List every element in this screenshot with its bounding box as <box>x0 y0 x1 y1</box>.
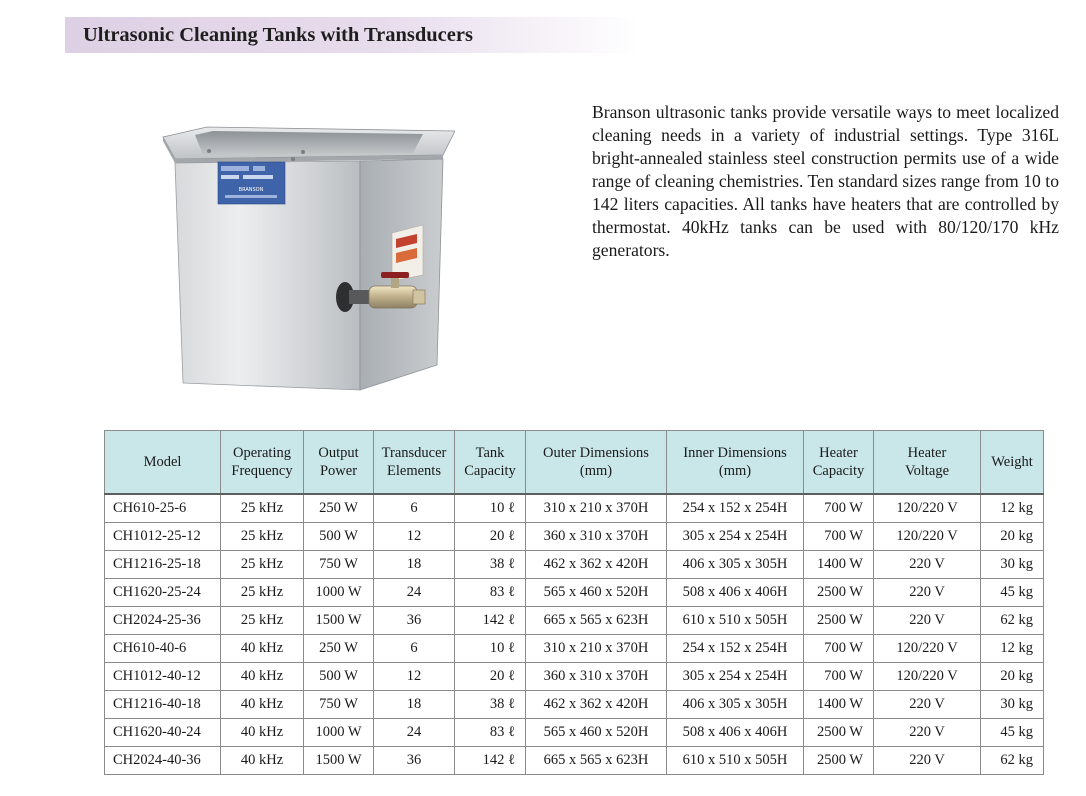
table-cell: CH2024-40-36 <box>105 747 221 775</box>
column-header <box>105 431 221 495</box>
column-header <box>304 431 374 495</box>
table-cell: 462 x 362 x 420H <box>526 691 667 719</box>
column-header-line2: (mm) <box>579 463 613 479</box>
table-cell: 40 kHz <box>221 719 304 747</box>
table-cell: 500 W <box>304 663 374 691</box>
table-cell: 665 x 565 x 623H <box>526 747 667 775</box>
column-header-line2: Frequency <box>231 463 293 479</box>
table-cell: 508 x 406 x 406H <box>667 719 804 747</box>
column-header-line2: Power <box>319 463 358 479</box>
table-row <box>105 747 1044 775</box>
table-cell: 25 kHz <box>221 551 304 579</box>
table-cell: 1400 W <box>804 551 874 579</box>
table-cell: 38 ℓ <box>455 551 526 579</box>
table-cell: 250 W <box>304 635 374 663</box>
column-header-line2: (mm) <box>718 463 752 479</box>
table-cell: 220 V <box>874 747 981 775</box>
table-cell: 18 <box>374 691 455 719</box>
page-title: Ultrasonic Cleaning Tanks with Transducers <box>83 24 473 46</box>
table-cell: 700 W <box>804 663 874 691</box>
table-cell: CH1620-40-24 <box>105 719 221 747</box>
table-cell: 700 W <box>804 523 874 551</box>
column-header <box>874 431 981 495</box>
column-header <box>221 431 304 495</box>
table-cell: 360 x 310 x 370H <box>526 663 667 691</box>
table-cell: CH1216-25-18 <box>105 551 221 579</box>
table-cell: 25 kHz <box>221 607 304 635</box>
table-cell: 610 x 510 x 505H <box>667 747 804 775</box>
table-cell: 750 W <box>304 551 374 579</box>
column-header <box>804 431 874 495</box>
table-cell: 83 ℓ <box>455 579 526 607</box>
column-header <box>667 431 804 495</box>
table-cell: CH610-25-6 <box>105 494 221 523</box>
column-header <box>455 431 526 495</box>
table-cell: 142 ℓ <box>455 747 526 775</box>
table-row <box>105 494 1044 523</box>
table-cell: 38 ℓ <box>455 691 526 719</box>
table-cell: 24 <box>374 719 455 747</box>
table-cell: CH1620-25-24 <box>105 579 221 607</box>
table-cell: 2500 W <box>804 579 874 607</box>
table-cell: CH1012-40-12 <box>105 663 221 691</box>
table-cell: 2500 W <box>804 747 874 775</box>
table-cell: 83 ℓ <box>455 719 526 747</box>
table-row <box>105 663 1044 691</box>
table-cell: 20 kg <box>981 523 1044 551</box>
table-cell: 220 V <box>874 719 981 747</box>
column-header <box>526 431 667 495</box>
table-cell: 25 kHz <box>221 494 304 523</box>
table-cell: 18 <box>374 551 455 579</box>
table-cell: 30 kg <box>981 551 1044 579</box>
table-cell: 40 kHz <box>221 691 304 719</box>
column-header-line1: Operating <box>233 445 291 461</box>
table-cell: 120/220 V <box>874 663 981 691</box>
column-header-line1: Output <box>318 445 359 461</box>
table-cell: CH2024-25-36 <box>105 607 221 635</box>
column-header-line2: Elements <box>387 463 441 479</box>
table-cell: 10 ℓ <box>455 635 526 663</box>
table-cell: 750 W <box>304 691 374 719</box>
table-cell: 36 <box>374 747 455 775</box>
table-row <box>105 719 1044 747</box>
table-row <box>105 579 1044 607</box>
table-cell: 25 kHz <box>221 523 304 551</box>
table-row <box>105 635 1044 663</box>
table-cell: 250 W <box>304 494 374 523</box>
table-cell: 305 x 254 x 254H <box>667 523 804 551</box>
table-cell: 120/220 V <box>874 523 981 551</box>
table-cell: CH1216-40-18 <box>105 691 221 719</box>
column-header-line2: Voltage <box>904 463 950 479</box>
table-cell: 1400 W <box>804 691 874 719</box>
table-cell: 508 x 406 x 406H <box>667 579 804 607</box>
table-cell: 62 kg <box>981 747 1044 775</box>
table-cell: 565 x 460 x 520H <box>526 579 667 607</box>
table-cell: 254 x 152 x 254H <box>667 635 804 663</box>
column-header-line1: Inner Dimensions <box>683 445 787 461</box>
table-cell: 120/220 V <box>874 635 981 663</box>
table-cell: 30 kg <box>981 691 1044 719</box>
ultrasonic-tank-photo <box>155 125 455 405</box>
table-cell: 220 V <box>874 579 981 607</box>
table-cell: 406 x 305 x 305H <box>667 691 804 719</box>
table-cell: 12 <box>374 663 455 691</box>
table-cell: 20 kg <box>981 663 1044 691</box>
table-cell: 25 kHz <box>221 579 304 607</box>
table-cell: 40 kHz <box>221 663 304 691</box>
table-cell: 20 ℓ <box>455 523 526 551</box>
table-cell: 36 <box>374 607 455 635</box>
table-cell: 254 x 152 x 254H <box>667 494 804 523</box>
column-header-line1: Outer Dimensions <box>543 445 649 461</box>
table-cell: 45 kg <box>981 719 1044 747</box>
title-bar <box>65 17 640 53</box>
table-cell: 1000 W <box>304 719 374 747</box>
table-row <box>105 607 1044 635</box>
table-cell: 10 ℓ <box>455 494 526 523</box>
table-cell: 700 W <box>804 494 874 523</box>
table-cell: 12 kg <box>981 635 1044 663</box>
column-header-line1: Tank <box>475 445 505 461</box>
table-cell: 120/220 V <box>874 494 981 523</box>
table-cell: 700 W <box>804 635 874 663</box>
column-header-line1: Heater <box>819 445 858 461</box>
column-header-line1: Heater <box>907 445 947 461</box>
specifications-table <box>104 430 1044 775</box>
table-cell: 310 x 210 x 370H <box>526 494 667 523</box>
column-header-line1: Weight <box>991 454 1033 470</box>
table-cell: 305 x 254 x 254H <box>667 663 804 691</box>
table-cell: 220 V <box>874 691 981 719</box>
column-header-line2: Capacity <box>464 463 516 479</box>
table-cell: 220 V <box>874 551 981 579</box>
table-cell: 665 x 565 x 623H <box>526 607 667 635</box>
description-paragraph: Branson ultrasonic tanks provide versatile ways to meet localized cleaning needs in a variety of industrial settings. Type 316L bright-annealed stainless steel construction permits use of a wide range of cleaning chemistries. Ten standard sizes range from 10 to 142 liters capacities. All tanks have heaters that are controlled by thermostat. 40kHz tanks can be used with 80/120/170 kHz generators. <box>592 102 1059 260</box>
table-cell: 310 x 210 x 370H <box>526 635 667 663</box>
table-cell: 20 ℓ <box>455 663 526 691</box>
table-cell: 45 kg <box>981 579 1044 607</box>
table-cell: 2500 W <box>804 719 874 747</box>
table-cell: 462 x 362 x 420H <box>526 551 667 579</box>
table-row <box>105 523 1044 551</box>
table-cell: 406 x 305 x 305H <box>667 551 804 579</box>
table-cell: 1500 W <box>304 747 374 775</box>
table-cell: 12 <box>374 523 455 551</box>
table-cell: 1000 W <box>304 579 374 607</box>
table-cell: CH1012-25-12 <box>105 523 221 551</box>
table-header-row <box>105 431 1044 495</box>
column-header <box>374 431 455 495</box>
table-cell: 40 kHz <box>221 747 304 775</box>
table-cell: 1500 W <box>304 607 374 635</box>
table-cell: CH610-40-6 <box>105 635 221 663</box>
table-cell: 2500 W <box>804 607 874 635</box>
table-cell: 6 <box>374 635 455 663</box>
table-cell: 360 x 310 x 370H <box>526 523 667 551</box>
table-cell: 62 kg <box>981 607 1044 635</box>
column-header-line1: Transducer <box>381 445 447 461</box>
table-cell: 6 <box>374 494 455 523</box>
table-cell: 12 kg <box>981 494 1044 523</box>
table-row <box>105 551 1044 579</box>
table-cell: 610 x 510 x 505H <box>667 607 804 635</box>
table-cell: 220 V <box>874 607 981 635</box>
table-cell: 500 W <box>304 523 374 551</box>
table-row <box>105 691 1044 719</box>
table-cell: 24 <box>374 579 455 607</box>
table-cell: 142 ℓ <box>455 607 526 635</box>
table-cell: 565 x 460 x 520H <box>526 719 667 747</box>
table-cell: 40 kHz <box>221 635 304 663</box>
column-header <box>981 431 1044 495</box>
column-header-line1: Model <box>143 454 182 470</box>
brand-label: BRANSON <box>238 187 264 193</box>
column-header-line2: Capacity <box>812 463 865 479</box>
